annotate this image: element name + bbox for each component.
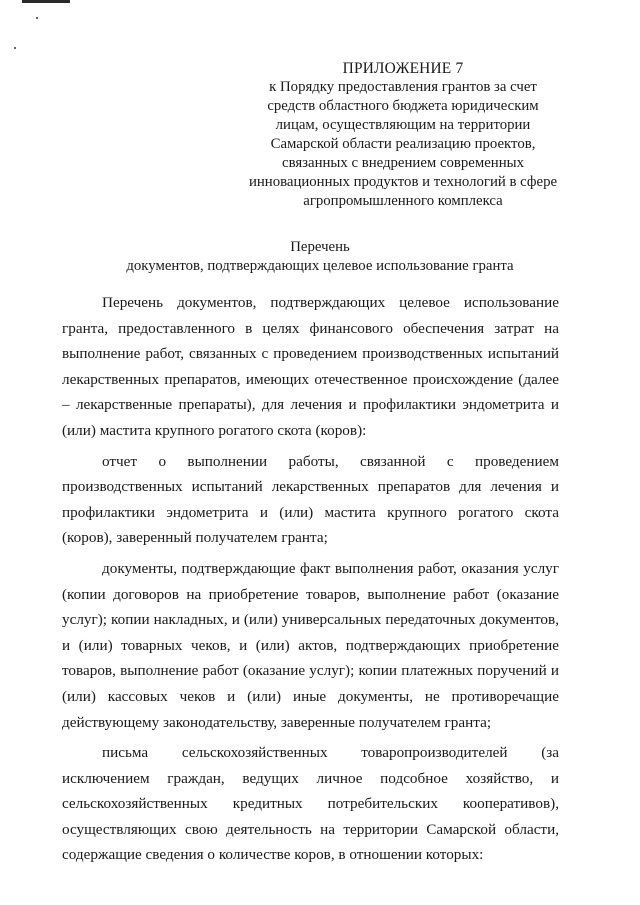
document-heading: Перечень xyxy=(290,239,350,255)
body-paragraph: отчет о выполнении работы, связанной с проведением производственных испытаний лекарственных препаратов для лечения и профилактики эндометрита и (или) мастита крупного рогатого скота (коров), заверенный получателем гранта; xyxy=(62,452,559,547)
appendix-block xyxy=(248,59,558,211)
body-paragraph: письма сельскохозяйственных товаропроизводителей (за исключением граждан, ведущих личное подсобное хозяйство, и сельскохозяйственных кредитных потребительских кооперативов), осуществляющих свою деятельность на территории Самарской области, содержащие сведения о количестве коров, в отношении которых: xyxy=(62,744,559,864)
scan-speck xyxy=(14,47,16,49)
body-paragraph: Перечень документов, подтверждающих целевое использование гранта, предоставленного в целях финансового обеспечения затрат на выполнение работ, связанных с проведением производственных испытаний лекарственных препаратов, имеющих отечественное происхождение (далее – лекарственные препараты), для лечения и профилактики эндометрита и (или) мастита крупного рогатого скота (коров): xyxy=(62,294,559,439)
scan-edge-mark xyxy=(22,0,70,3)
document-body xyxy=(62,290,559,873)
document-title xyxy=(60,238,580,276)
scan-speck xyxy=(36,17,38,19)
body-paragraph: документы, подтверждающие факт выполнения работ, оказания услуг (копии договоров на приобретение товаров, выполнение работ (оказание услуг); копии накладных, и (или) универсальных передаточных документов, и (или) товарных чеков, и (или) актов, подтверждающих приобретение товаров, выполнение работ (оказание услуг); копии платежных поручений и (или) кассовых чеков и (или) иные документы, не противоречащие действующему законодательству, заверенные получателем гранта; xyxy=(62,559,559,731)
appendix-title: ПРИЛОЖЕНИЕ 7 xyxy=(342,60,464,77)
appendix-subtitle: к Порядку предоставления грантов за счет средств областного бюджета юридическим лицам, осуществляющим на территории Самарской области реализацию проектов, связанных с внедрением современных инновационных продуктов и технологий в сфере агропромышленного комплекса xyxy=(248,79,558,209)
document-heading-sub: документов, подтверждающих целевое использование гранта xyxy=(126,258,514,274)
